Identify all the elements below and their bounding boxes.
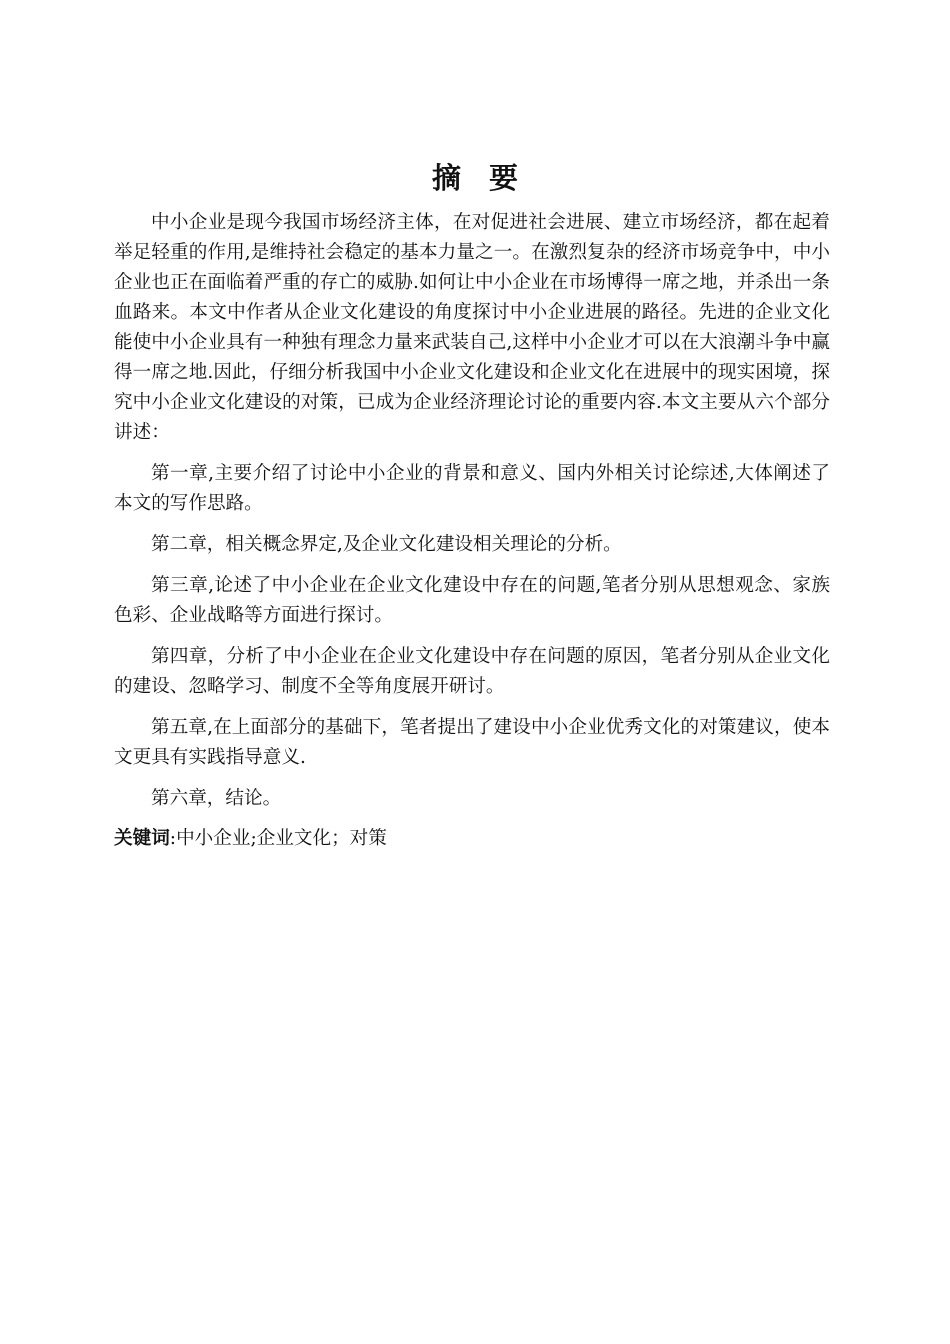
abstract-paragraph-chapter-2: 第二章，相关概念界定,及企业文化建设相关理论的分析。 (151, 534, 622, 555)
abstract-paragraph-chapter-1: 第一章,主要介绍了讨论中小企业的背景和意义、国内外相关讨论综述,大体阐述了本文的写作思路。 (114, 463, 830, 514)
keywords-value: 中小企业;企业文化；对策 (176, 828, 387, 849)
abstract-paragraph-chapter-5: 第五章,在上面部分的基础下，笔者提出了建设中小企业优秀文化的对策建议，使本文更具有实践指导意义. (114, 717, 830, 768)
keywords-separator: : (169, 828, 177, 849)
abstract-paragraph-chapter-3: 第三章,论述了中小企业在企业文化建设中存在的问题,笔者分别从思想观念、家族色彩、企业战略等方面进行探讨。 (114, 575, 830, 626)
keywords-label: 关键词 (114, 828, 170, 849)
title-char-2: 要 (489, 161, 519, 195)
abstract-paragraph-intro: 中小企业是现今我国市场经济主体，在对促进社会进展、建立市场经济，都在起着举足轻重的作用,是维持社会稳定的基本力量之一。在激烈复杂的经济市场竞争中，中小企业也正在面临着严重的存亡的威胁.如何让中小企业在市场博得一席之地，并杀出一条血路来。本文中作者从企业文化建设的角度探讨中小企业进展的路径。先进的企业文化能使中小企业具有一种独有理念力量来武装自己,这样中小企业才可以在大浪潮斗争中赢得一席之地.因此，仔细分析我国中小企业文化建设和企业文化在进展中的现实困境，探究中小企业文化建设的对策，已成为企业经济理论讨论的重要内容.本文主要从六个部分讲述： (114, 212, 830, 443)
keywords-line (114, 824, 830, 854)
abstract-title (0, 158, 950, 198)
abstract-paragraph-chapter-6: 第六章，结论。 (151, 788, 282, 809)
title-char-1: 摘 (431, 161, 461, 195)
abstract-paragraph-chapter-4: 第四章，分析了中小企业在企业文化建设中存在问题的原因，笔者分别从企业文化的建设、忽略学习、制度不全等角度展开研讨。 (114, 646, 830, 697)
abstract-body (114, 208, 830, 854)
